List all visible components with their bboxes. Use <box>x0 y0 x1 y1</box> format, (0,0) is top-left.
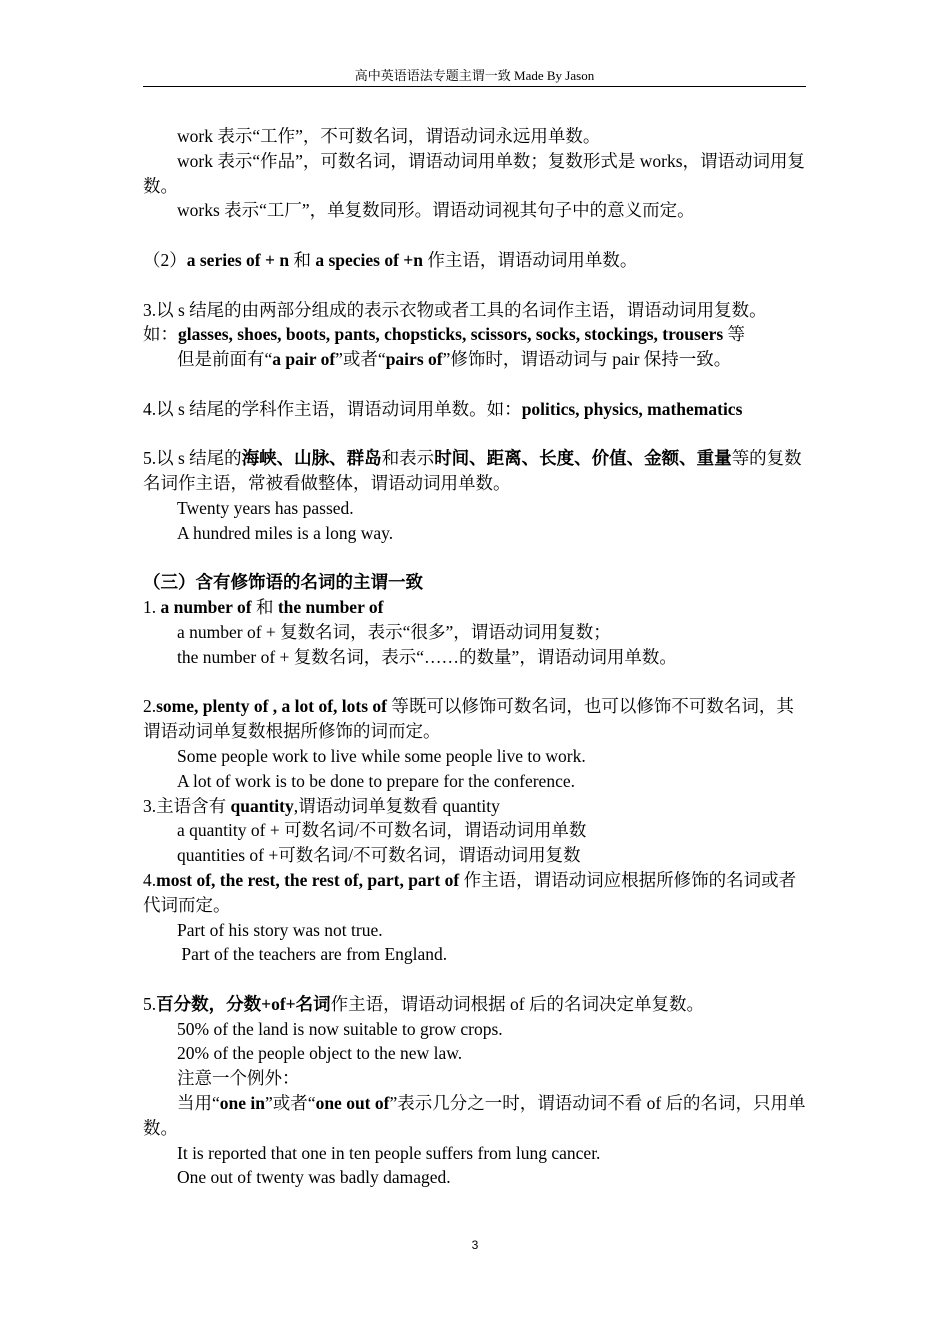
sub-rule-4-example-2: Part of the teachers are from England. <box>177 944 448 965</box>
rule-4: 4.以 s 结尾的学科作主语，谓语动词用单数。如：politics, physics, mathematics <box>143 398 743 419</box>
sub-rule-3: 3.主语含有 quantity,谓语动词单复数看 quantity <box>143 795 500 816</box>
rule-3-line: 3.以 s 结尾的由两部分组成的表示衣物或者工具的名词作主语，谓语动词用复数。 <box>143 299 767 320</box>
page-header: 高中英语语法专题主谓一致 Made By Jason <box>354 68 595 83</box>
sub-rule-5-example-4: One out of twenty was badly damaged. <box>177 1167 451 1188</box>
rule-5-example-1: Twenty years has passed. <box>177 497 354 518</box>
sub-rule-4: 4.most of, the rest, the rest of, part, part of 作主语，谓语动词应根据所修饰的名词或者代词而定。 <box>143 869 797 915</box>
sub-rule-1-line-1: a number of + 复数名词，表示“很多”，谓语动词用复数； <box>177 621 611 642</box>
sub-rule-2-example-1: Some people work to live while some people live to work. <box>177 745 586 766</box>
sub-rule-5-example-3: It is reported that one in ten people suffers from lung cancer. <box>177 1142 601 1163</box>
sub-rule-1: 1. a number of 和 the number of <box>143 597 384 618</box>
rule-series-species: （2）a series of + n 和 a species of +n 作主语，谓语动词用单数。 <box>143 249 638 270</box>
sub-rule-4-example-1: Part of his story was not true. <box>177 919 383 940</box>
section-heading: （三）含有修饰语的名词的主谓一致 <box>143 572 423 593</box>
sub-rule-5-example-1: 50% of the land is now suitable to grow crops. <box>177 1018 503 1039</box>
rule-3-exception: 但是前面有“a pair of”或者“pairs of”修饰时，谓语动词与 pair 保持一致。 <box>177 349 732 370</box>
page-number: 3 <box>471 1238 479 1252</box>
sub-rule-5: 5.百分数，分数+of+名词作主语，谓语动词根据 of 后的名词决定单复数。 <box>143 993 704 1014</box>
sub-rule-2: 2.some, plenty of , a lot of, lots of 等既可以修饰可数名词，也可以修饰不可数名词，其谓语动词单复数根据所修饰的词而定。 <box>143 696 794 742</box>
sub-rule-5-example-2: 20% of the people object to the new law. <box>177 1043 463 1064</box>
sub-rule-1-line-2: the number of + 复数名词，表示“……的数量”，谓语动词用单数。 <box>177 646 677 667</box>
sub-rule-2-example-2: A lot of work is to be done to prepare for the conference. <box>177 770 575 791</box>
work-meaning-1: work 表示“工作”，不可数名词，谓语动词永远用单数。 <box>177 126 601 146</box>
works-meaning: works 表示“工厂”，单复数同形。谓语动词视其句子中的意义而定。 <box>177 200 695 221</box>
rule-3-examples: 如：glasses, shoes, boots, pants, chopsticks, scissors, socks, stockings, trousers 等 <box>143 324 746 345</box>
header-divider <box>143 86 806 87</box>
document-body <box>143 124 806 1190</box>
sub-rule-3-line-2: quantities of +可数名词/不可数名词，谓语动词用复数 <box>177 845 581 866</box>
work-meaning-2: work 表示“作品”，可数名词，谓语动词用单数；复数形式是 works，谓语动词用复数。 <box>143 150 806 196</box>
sub-rule-5-exception: 当用“one in”或者“one out of”表示几分之一时，谓语动词不看 of 后的名词，只用单数。 <box>143 1093 806 1138</box>
rule-5-example-2: A hundred miles is a long way. <box>177 522 394 543</box>
sub-rule-5-note: 注意一个例外： <box>177 1068 300 1089</box>
sub-rule-3-line-1: a quantity of + 可数名词/不可数名词，谓语动词用单数 <box>177 820 587 841</box>
rule-5: 5.以 s 结尾的海峡、山脉、群岛和表示时间、距离、长度、价值、金额、重量等的复数名词作主语，常被看做整体，谓语动词用单数。 <box>143 448 802 494</box>
